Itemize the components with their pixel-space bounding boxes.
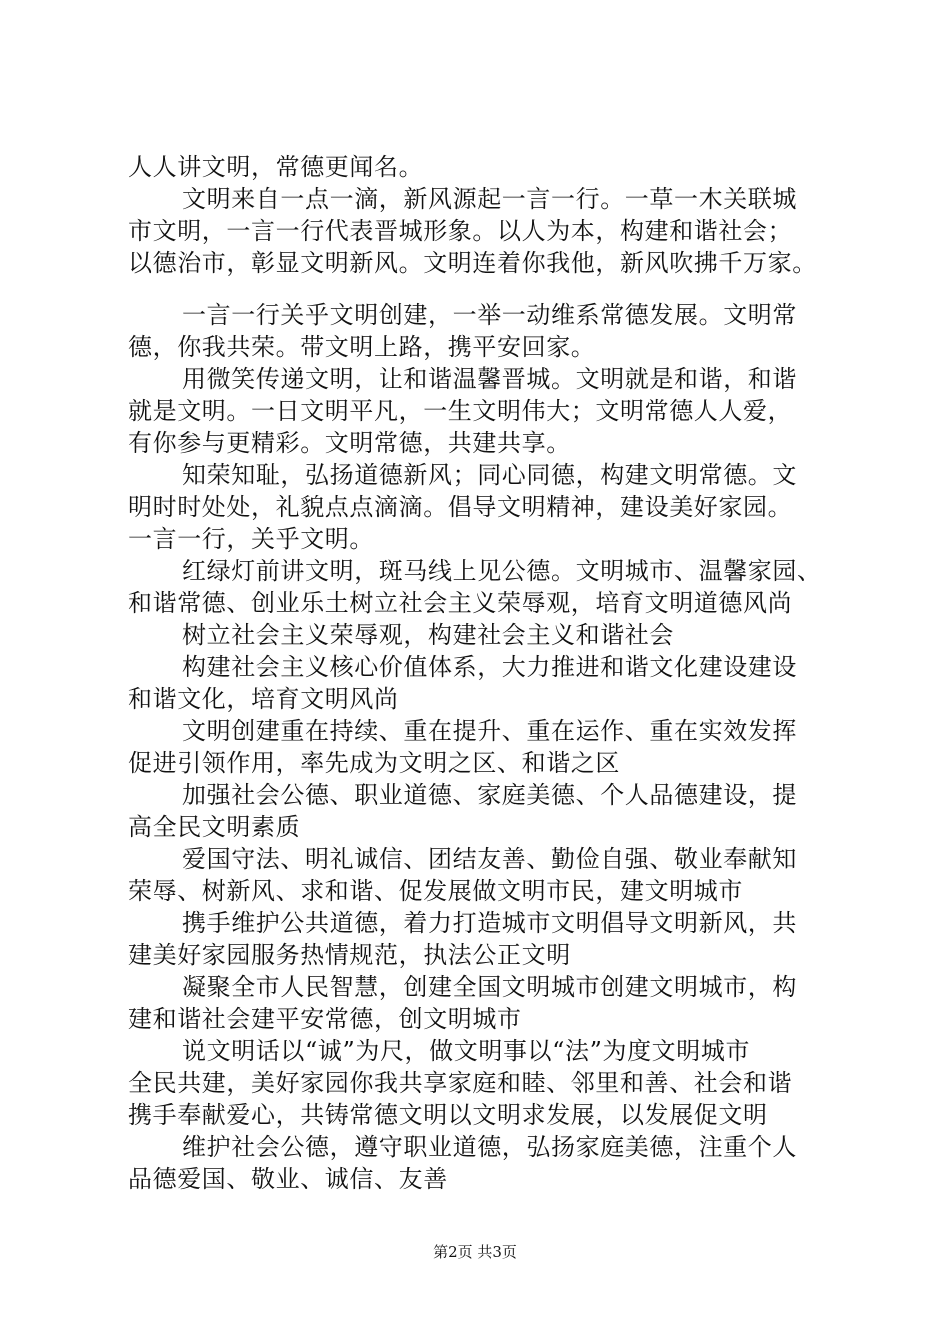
page-number: 第2页 共3页 [433,1243,517,1261]
text-line: 全民共建，美好家园你我共享家庭和睦、邻里和善、社会和谐 [128,1069,793,1097]
text-line: 明时时处处，礼貌点点滴滴。倡导文明精神，建设美好家园。 [128,493,793,521]
paragraph-gap [128,279,858,299]
text-line: 促进引领作用，率先成为文明之区、和谐之区 [128,749,620,777]
text-line: 加强社会公德、职业道德、家庭美德、个人品德建设，提 [182,781,797,809]
text-line: 红绿灯前讲文明，斑马线上见公德。文明城市、温馨家园、 [182,557,822,585]
text-line: 荣辱、树新风、求和谐、促发展做文明市民，建文明城市 [128,877,743,905]
text-line: 建美好家园服务热情规范，执法公正文明 [128,941,571,969]
text-line: 文明来自一点一滴，新风源起一言一行。一草一木关联城 [182,185,797,213]
text-line: 市文明，一言一行代表晋城形象。以人为本，构建和谐社会； [128,217,793,245]
text-line: 一言一行关乎文明创建，一举一动维系常德发展。文明常 [182,301,797,329]
text-line: 品德爱国、敬业、诚信、友善 [128,1165,448,1193]
text-line: 高全民文明素质 [128,813,301,841]
text-line: 一言一行，关乎文明。 [128,525,374,553]
text-line: 以德治市，彰显文明新风。文明连着你我他，新风吹拂千万家。 [128,249,817,277]
text-line: 和谐文化，培育文明风尚 [128,685,399,713]
document-body [128,151,858,1195]
text-line: 德，你我共荣。带文明上路，携平安回家。 [128,333,596,361]
text-line: 文明创建重在持续、重在提升、重在运作、重在实效发挥 [182,717,797,745]
text-line: 知荣知耻，弘扬道德新风；同心同德，构建文明常德。文 [182,461,797,489]
text-line: 构建社会主义核心价值体系，大力推进和谐文化建设建设 [182,653,797,681]
text-line: 有你参与更精彩。文明常德，共建共享。 [128,429,571,457]
text-line: 携手维护公共道德，着力打造城市文明倡导文明新风，共 [182,909,797,937]
text-line: 携手奉献爱心，共铸常德文明以文明求发展，以发展促文明 [128,1101,768,1129]
text-line: 爱国守法、明礼诚信、团结友善、勤俭自强、敬业奉献知 [182,845,797,873]
text-line: 树立社会主义荣辱观，构建社会主义和谐社会 [182,621,674,649]
text-line: 说文明话以“诚”为尺，做文明事以“法”为度文明城市 [182,1037,751,1065]
text-line: 维护社会公德，遵守职业道德，弘扬家庭美德，注重个人 [182,1133,797,1161]
text-line: 和谐常德、创业乐土树立社会主义荣辱观，培育文明道德风尚 [128,589,793,617]
text-line: 凝聚全市人民智慧，创建全国文明城市创建文明城市，构 [182,973,797,1001]
text-line: 就是文明。一日文明平凡，一生文明伟大；文明常德人人爱， [128,397,793,425]
text-line: 建和谐社会建平安常德，创文明城市 [128,1005,522,1033]
text-line: 人人讲文明，常德更闻名。 [128,153,424,181]
text-line: 用微笑传递文明，让和谐温馨晋城。文明就是和谐，和谐 [182,365,797,393]
